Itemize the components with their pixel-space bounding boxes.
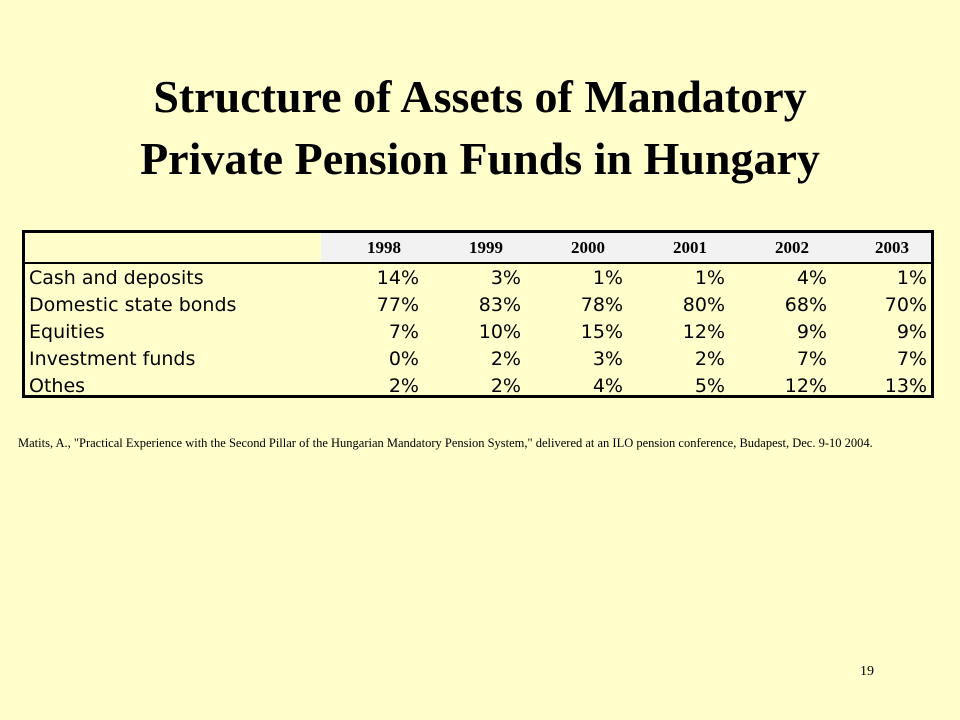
table-cell: 2% xyxy=(694,347,725,370)
table-cell: 7% xyxy=(388,320,419,343)
table-header-row xyxy=(25,233,931,263)
row-label: Othes xyxy=(29,374,86,397)
year-header: 2003 xyxy=(831,233,931,263)
table-cell: 9% xyxy=(796,320,827,343)
table-cell: 9% xyxy=(896,320,927,343)
table-cell: 10% xyxy=(478,320,521,343)
table-row xyxy=(25,345,931,372)
slide-title-line-2: Private Pension Funds in Hungary xyxy=(140,133,820,184)
row-label: Equities xyxy=(29,320,105,343)
table-cell: 15% xyxy=(580,320,623,343)
table-row xyxy=(25,263,931,291)
table-cell: 5% xyxy=(694,374,725,397)
table-cell: 70% xyxy=(884,293,927,316)
source-citation: Matits, A., "Practical Experience with the Second Pillar of the Hungarian Mandatory Pension System," delivered at an ILO pension conference, Budapest, Dec. 9-10 2004. xyxy=(18,436,873,450)
table-cell: 2% xyxy=(490,347,521,370)
slide-title xyxy=(0,66,960,190)
table-cell: 2% xyxy=(388,374,419,397)
year-header: 2000 xyxy=(525,233,627,263)
table-cell: 12% xyxy=(784,374,827,397)
row-label: Cash and deposits xyxy=(29,266,204,289)
table-cell: 78% xyxy=(580,293,623,316)
table-cell: 77% xyxy=(376,293,419,316)
table-cell: 1% xyxy=(592,266,623,289)
table-cell: 3% xyxy=(490,266,521,289)
table-cell: 4% xyxy=(592,374,623,397)
table-cell: 7% xyxy=(796,347,827,370)
table-cell: 68% xyxy=(784,293,827,316)
table-cell: 80% xyxy=(682,293,725,316)
table-cell: 2% xyxy=(490,374,521,397)
year-header: 1999 xyxy=(423,233,525,263)
table-cell: 1% xyxy=(896,266,927,289)
slide-title-line-1: Structure of Assets of Mandatory xyxy=(153,71,807,122)
table-row xyxy=(25,372,931,399)
asset-structure-table xyxy=(22,230,934,398)
page-number: 19 xyxy=(860,664,874,679)
table-row xyxy=(25,318,931,345)
data-table xyxy=(25,233,931,399)
table-cell: 12% xyxy=(682,320,725,343)
table-cell: 3% xyxy=(592,347,623,370)
row-label: Domestic state bonds xyxy=(29,293,237,316)
table-row xyxy=(25,291,931,318)
table-cell: 14% xyxy=(376,266,419,289)
year-header: 1998 xyxy=(321,233,423,263)
table-cell: 13% xyxy=(884,374,927,397)
table-cell: 83% xyxy=(478,293,521,316)
table-cell: 0% xyxy=(388,347,419,370)
row-label: Investment funds xyxy=(29,347,196,370)
year-header: 2002 xyxy=(729,233,831,263)
header-corner-cell xyxy=(25,233,321,263)
table-cell: 4% xyxy=(796,266,827,289)
year-header: 2001 xyxy=(627,233,729,263)
table-cell: 1% xyxy=(694,266,725,289)
table-cell: 7% xyxy=(896,347,927,370)
